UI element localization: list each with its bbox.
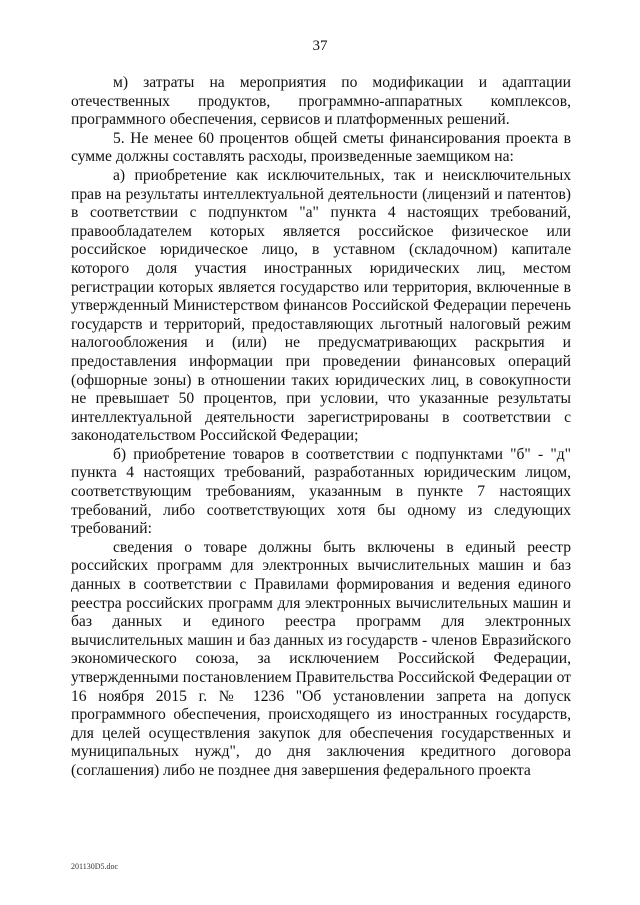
paragraph-item-m: м) затраты на мероприятия по модификации и адаптации отечественных продуктов, программно-аппаратных комплексов, программного обеспечения, сервисов и платформенных решений. bbox=[71, 74, 571, 129]
page-number: 37 bbox=[312, 38, 328, 54]
paragraph-subpoint-b: б) приобретение товаров в соответствии с подпунктами "б" - "д" пункта 4 настоящих требований, разработанных юридическим лицом, соответствующим требованиям, указанным в пункте 7 настоящих требований, либо соответствующих хотя бы одному из следующих требований: bbox=[71, 445, 571, 538]
paragraph-subpoint-a: а) приобретение как исключительных, так и неисключительных прав на результаты интеллектуальной деятельности (лицензий и патентов) в соответствии с подпунктом "а" пункта 4 настоящих требований, правообладателем которых является российское физическое или российское юридическое лицо, в уставном (складочном) капитале которого доля участия иностранных юридических лиц, местом регистрации которых является государство или территория, включенные в утвержденный Министерством финансов Российской Федерации перечень государств и территорий, предоставляющих льготный налоговый режим налогообложения и (или) не предусматривающих раскрытия и предоставления информации при проведении финансовых операций (офшорные зоны) в отношении таких юридических лиц, в совокупности не превышает 50 процентов, при условии, что указанные результаты интеллектуальной деятельности зарегистрированы в соответствии с законодательством Российской Федерации; bbox=[71, 166, 571, 445]
paragraph-registry-requirement: сведения о товаре должны быть включены в единый реестр российских программ для электронных вычислительных машин и баз данных в соответствии с Правилами формирования и ведения единого реестра российских программ для электронных вычислительных машин и баз данных и единого реестра программ для электронных вычислительных машин и баз данных из государств - членов Евразийского экономического союза, за исключением Российской Федерации, утвержденными постановлением Правительства Российской Федерации от 16 ноября 2015 г. № 1236 "Об установлении запрета на допуск программного обеспечения, происходящего из иностранных государств, для целей осуществления закупок для обеспечения государственных и муниципальных нужд", до дня заключения кредитного договора (соглашения) либо не позднее дня завершения федерального проекта bbox=[71, 538, 571, 779]
paragraph-point-5: 5. Не менее 60 процентов общей сметы финансирования проекта в сумме должны составлять расходы, произведенные заемщиком на: bbox=[71, 129, 571, 166]
footer-filename: 201130D5.doc bbox=[71, 862, 119, 871]
document-body bbox=[71, 74, 571, 781]
